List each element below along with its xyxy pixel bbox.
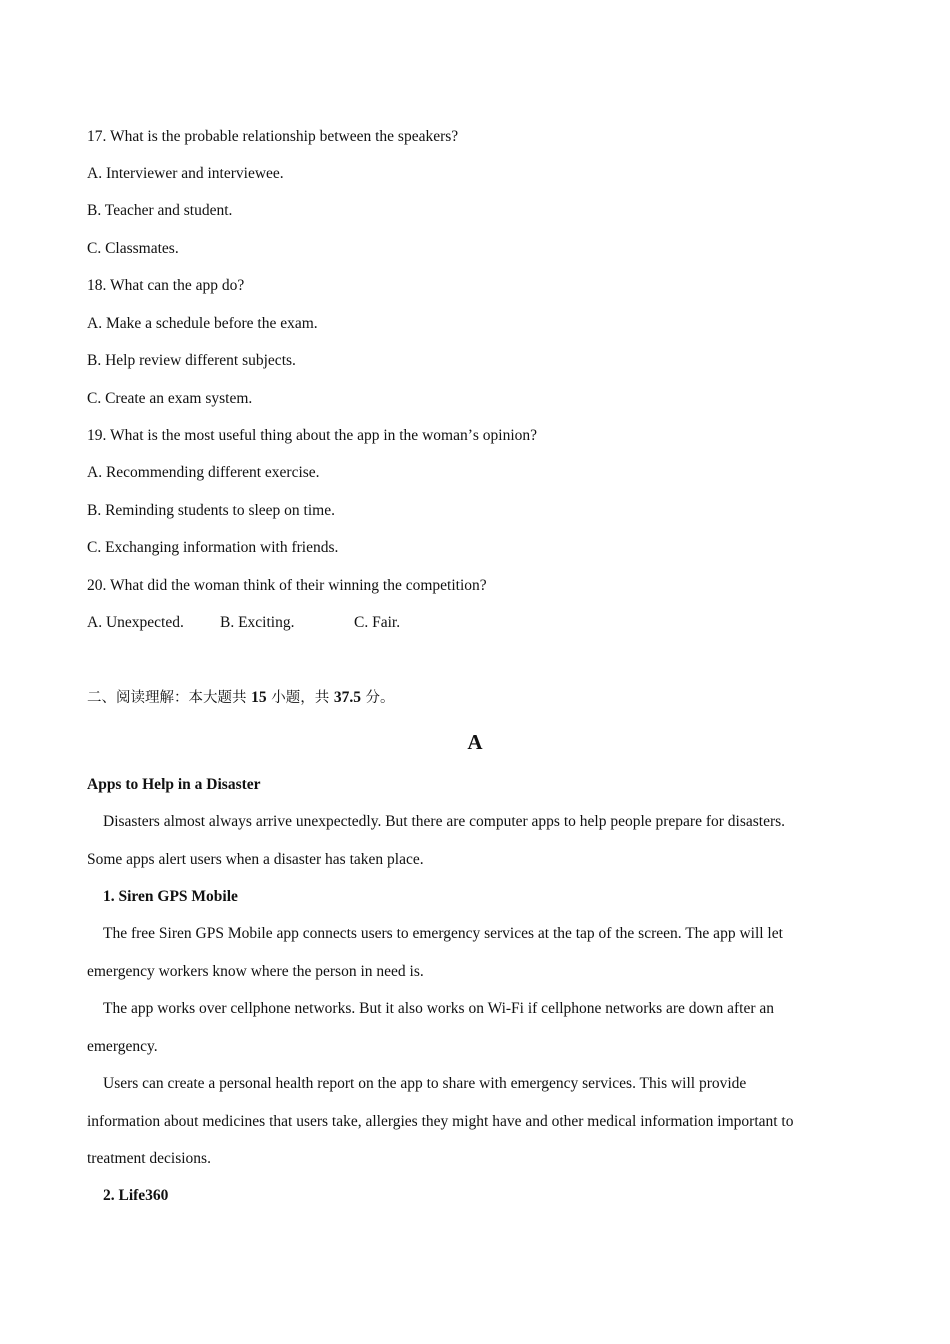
q17-option-b: B. Teacher and student. xyxy=(87,202,233,219)
reading-section-heading xyxy=(87,688,395,708)
q20-option-a: A. Unexpected. xyxy=(87,614,184,631)
section-heading-middle: 小题，共 xyxy=(266,690,334,706)
app1-para1-line-2: emergency workers know where the person in need is. xyxy=(87,963,424,980)
q17-option-c: C. Classmates. xyxy=(87,240,179,257)
q20-option-c: C. Fair. xyxy=(354,614,401,631)
q19-option-c: C. Exchanging information with friends. xyxy=(87,539,339,556)
app1-para3-line-3: treatment decisions. xyxy=(87,1150,211,1167)
question-17: 17. What is the probable relationship between the speakers? xyxy=(87,128,459,145)
section-heading-prefix: 二、阅读理解：本大题共 xyxy=(87,690,252,706)
q17-option-a: A. Interviewer and interviewee. xyxy=(87,165,284,182)
q19-option-a: A. Recommending different exercise. xyxy=(87,464,320,481)
q18-option-c: C. Create an exam system. xyxy=(87,390,253,407)
question-20: 20. What did the woman think of their winning the competition? xyxy=(87,577,487,594)
part-letter: A xyxy=(467,730,483,754)
app2-heading: 2. Life360 xyxy=(103,1187,169,1204)
q20-options xyxy=(87,613,400,633)
section-question-count: 15 xyxy=(251,689,267,706)
app1-para1-line-1: The free Siren GPS Mobile app connects users to emergency services at the tap of the screen. The app will let xyxy=(103,925,783,942)
question-18: 18. What can the app do? xyxy=(87,277,245,294)
q19-option-b: B. Reminding students to sleep on time. xyxy=(87,502,335,519)
app1-para2-line-1: The app works over cellphone networks. But it also works on Wi-Fi if cellphone networks are down after an xyxy=(103,1000,775,1017)
article-title: Apps to Help in a Disaster xyxy=(87,776,261,793)
article-intro-line-1: Disasters almost always arrive unexpectedly. But there are computer apps to help people prepare for disasters. xyxy=(103,813,786,830)
question-19: 19. What is the most useful thing about the app in the womanʼs opinion? xyxy=(87,427,538,444)
app1-heading: 1. Siren GPS Mobile xyxy=(103,888,238,905)
article-intro-line-2: Some apps alert users when a disaster has taken place. xyxy=(87,851,424,868)
app1-para3-line-1: Users can create a personal health report on the app to share with emergency services. This will provide xyxy=(103,1075,747,1092)
q18-option-b: B. Help review different subjects. xyxy=(87,352,296,369)
q20-option-b: B. Exciting. xyxy=(220,614,295,631)
q18-option-a: A. Make a schedule before the exam. xyxy=(87,315,318,332)
app1-para2-line-2: emergency. xyxy=(87,1038,158,1055)
app1-para3-line-2: information about medicines that users take, allergies they might have and other medical information important to xyxy=(87,1113,794,1130)
section-score: 37.5 xyxy=(333,689,361,706)
section-heading-suffix: 分。 xyxy=(360,690,395,706)
